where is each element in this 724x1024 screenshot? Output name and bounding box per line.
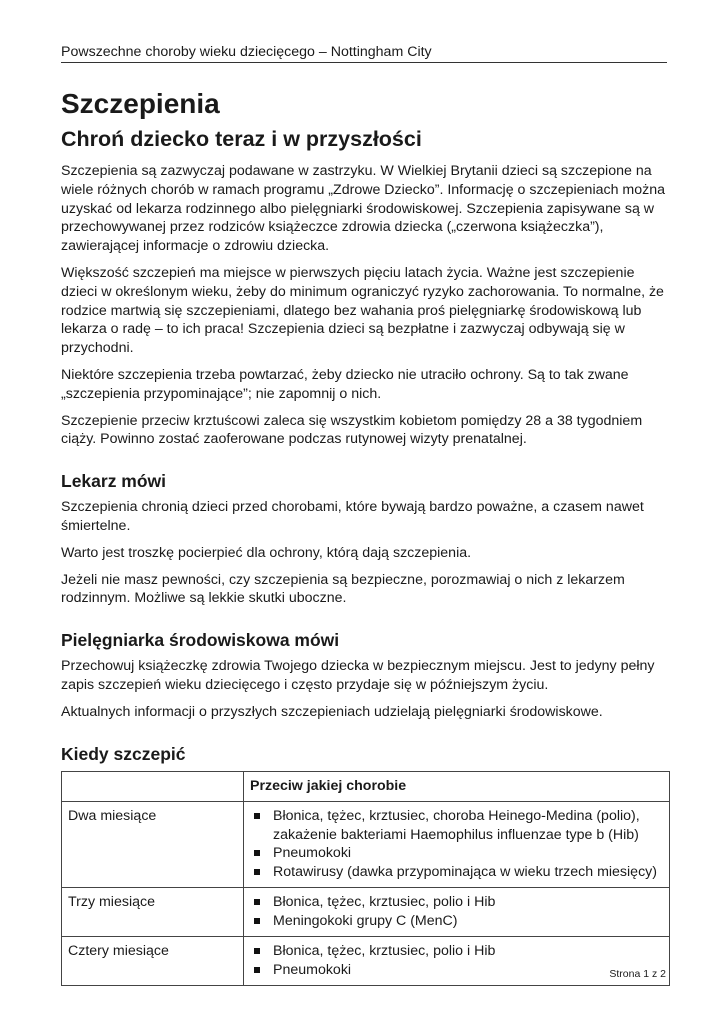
intro-paragraph: Szczepienie przeciw krztuścowi zaleca się wszystkim kobietom pomiędzy 28 a 38 tygodniem ciąży. Powinno zostać zaoferowane podczas rutynowej wizyty prenatalnej. [61,412,643,448]
table-header-row [62,771,670,802]
page-title: Szczepienia [61,88,220,119]
table-row [62,937,670,986]
table-row [62,888,670,937]
vaccine-item [250,893,663,912]
square-bullet-icon [254,967,260,973]
square-bullet-icon [254,948,260,954]
schedule-heading: Kiedy szczepić [61,743,186,764]
nurse-paragraph: Aktualnych informacji o przyszłych szczepieniach udzielają pielęgniarki środowiskowe. [61,703,603,720]
vaccine-item [250,863,663,882]
vaccine-item [250,961,663,980]
vaccine-list [250,942,663,979]
vaccine-text: Pneumokoki [273,961,352,978]
vaccine-text: Błonica, tężec, krztusiec, polio i Hib [273,894,496,911]
vaccines-cell [244,937,670,986]
age-cell: Trzy miesiące [62,888,244,937]
main-content [61,84,667,986]
doctor-paragraph: Szczepienia chronią dzieci przed chorobami, które bywają bardzo poważne, a czasem nawet śmiertelne. [61,499,644,534]
schedule-section [61,743,667,987]
intro-section [61,162,667,449]
table-header-disease: Przeciw jakiej chorobie [244,771,670,802]
age-cell: Cztery miesiące [62,937,244,986]
square-bullet-icon [254,813,260,819]
schedule-table [61,771,670,987]
intro-paragraph: Większość szczepień ma miejsce w pierwszych pięciu latach życia. Ważne jest szczepienie dzieci w określonym wieku, żeby do minimum ograniczyć ryzyko zachorowania. To normalne, że rodzice martwią się szczepieniami, dlatego bez wahania proś pielęgniarkę środowiskową lub lekarza o radę – to ich praca! Szczepienia dzieci są bezpłatne i zazwyczaj odbywają się w przychodni. [61,264,664,357]
vaccines-cell [244,888,670,937]
vaccine-text: Błonica, tężec, krztusiec, polio i Hib [273,943,496,960]
vaccine-text: Rotawirusy (dawka przypominająca w wieku trzech miesięcy) [273,863,657,880]
square-bullet-icon [254,850,260,856]
page-subtitle: Chroń dziecko teraz i w przyszłości [61,127,422,151]
table-row [62,802,670,888]
age-cell: Dwa miesiące [62,802,244,888]
intro-paragraph: Szczepienia są zazwyczaj podawane w zastrzyku. W Wielkiej Brytanii dzieci są szczepione na wiele różnych chorób w ramach programu „Zdrowe Dziecko”. Informację o szczepieniach można uzyskać od lekarza rodzinnego albo pielęgniarki środowiskowej. Szczepienia zapisywane są w przechowywanej przez rodziców książeczce zdrowia dziecka („czerwona książeczka”), zawierającej informacje o zdrowiu dziecka. [61,163,666,255]
vaccine-item [250,912,663,931]
vaccines-cell [244,802,670,888]
nurse-section [61,629,667,721]
vaccine-item [250,844,663,863]
intro-paragraph: Niektóre szczepienia trzeba powtarzać, żeby dziecko nie utraciło ochrony. Są to tak zwane „szczepienia przypominające”; nie zapomnij o nich. [61,366,629,402]
square-bullet-icon [254,899,260,905]
vaccine-text: Błonica, tężec, krztusiec, choroba Heinego-Medina (polio), zakażenie bakteriami Haemophilus influenzae type b (Hib) [273,808,640,843]
vaccine-text: Pneumokoki [273,845,352,862]
square-bullet-icon [254,918,260,924]
doctor-section [61,470,667,608]
vaccine-item [250,807,663,844]
vaccine-list [250,807,663,881]
doctor-heading: Lekarz mówi [61,471,167,492]
nurse-paragraph: Przechowuj książeczkę zdrowia Twojego dziecka w bezpiecznym miejscu. Jest to jedyny pełny zapis szczepień wieku dziecięcego i często przydaje się w późniejszym życiu. [61,658,655,693]
doctor-paragraph: Warto jest troszkę pocierpieć dla ochrony, którą dają szczepienia. [61,544,472,561]
running-header: Powszechne choroby wieku dziecięcego – Nottingham City [61,43,667,63]
table-header-age [62,771,244,802]
doctor-paragraph: Jeżeli nie masz pewności, czy szczepienia są bezpieczne, porozmawiaj o nich z lekarzem rodzinnym. Możliwe są lekkie skutki uboczne. [61,571,625,607]
vaccine-list [250,893,663,930]
vaccine-item [250,942,663,961]
square-bullet-icon [254,869,260,875]
page-number: Strona 1 z 2 [609,968,666,980]
nurse-heading: Pielęgniarka środowiskowa mówi [61,630,340,651]
vaccine-text: Meningokoki grupy C (MenC) [273,912,458,929]
